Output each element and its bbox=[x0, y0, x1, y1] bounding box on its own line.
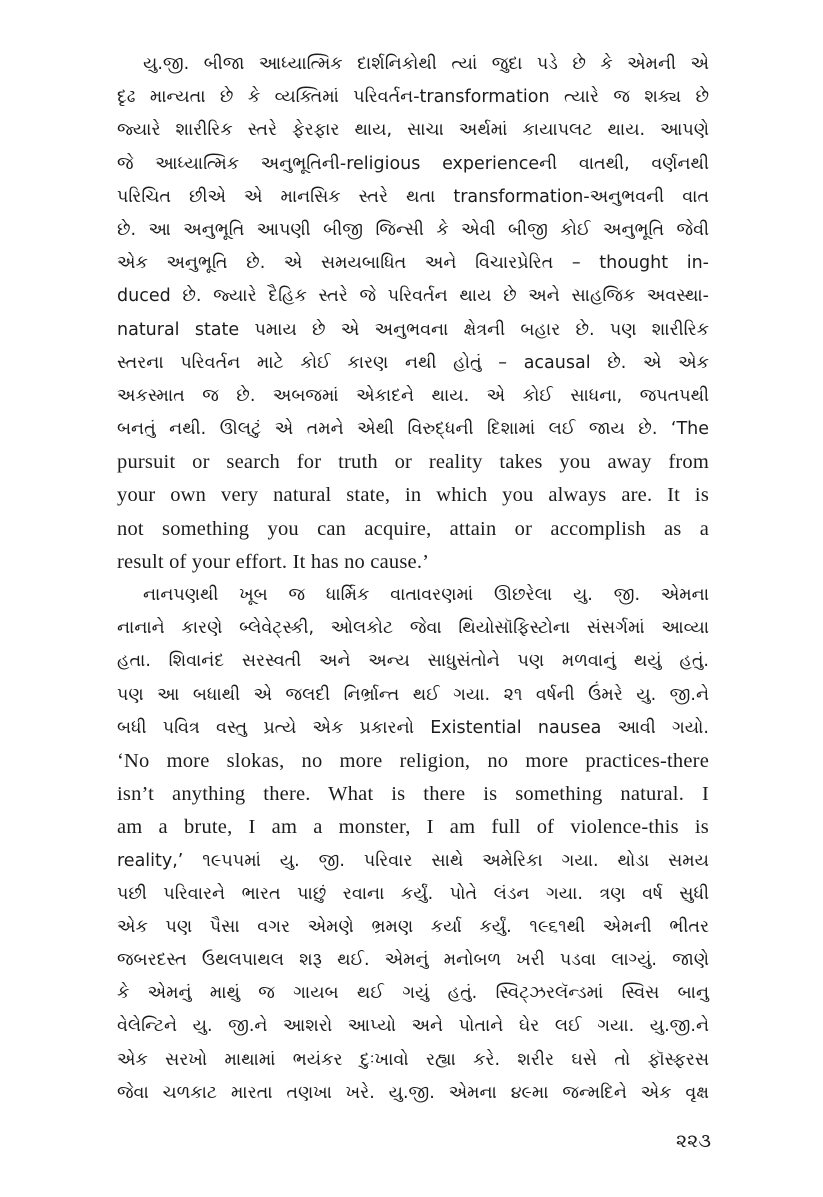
text-line: દૃઢ માન્યતા છે કે વ્યક્તિમાં પરિવર્તન-transformation ત્યારે જ શક્ય છે bbox=[117, 87, 709, 108]
text-line: pursuit or search for truth or reality takes you away from bbox=[117, 451, 709, 474]
text-line: નાનાને કારણે બ્લેવેટ્સ્કી, ઓલકોટ જેવા થિયોસૉફિસ્ટોના સંસર્ગમાં આવ્યા bbox=[117, 618, 709, 639]
text-line: જબરદસ્ત ઉથલપાથલ શરૂ થઈ. એમનું મનોબળ ખરી પડવા લાગ્યું. જાણે bbox=[117, 950, 709, 971]
text-line: reality,’ ૧૯૫૫માં યુ. જી. પરિવાર સાથે અમેરિકા ગયા. થોડા સમય bbox=[117, 850, 709, 871]
text-line: પરિચિત છીએ એ માનસિક સ્તરે થતા transformation-અનુભવની વાત bbox=[117, 186, 709, 207]
text-line: duced છે. જ્યારે દૈહિક સ્તરે જે પરિવર્તન થાય છે અને સાહજિક અવસ્થા- bbox=[117, 286, 709, 307]
paragraph-1 bbox=[117, 48, 709, 579]
text-line: ‘No more slokas, no more religion, no more practices-there bbox=[117, 749, 709, 772]
text-line: જે આધ્યાત્મિક અનુભૂતિની-religious experienceની વાતથી, વર્ણનથી bbox=[117, 153, 709, 174]
text-line: not something you can acquire, attain or accomplish as a bbox=[117, 517, 709, 540]
paragraph-2 bbox=[117, 579, 709, 1110]
text-line: વેલેન્ટિને યુ. જી.ને આશરો આપ્યો અને પોતાને ઘેર લઈ ગયા. યુ.જી.ને bbox=[117, 1016, 709, 1037]
text-line: એક સરખો માથામાં ભયંકર દુઃખાવો રહ્યા કરે. શરીર ઘસે તો ફૉસ્ફરસ bbox=[117, 1049, 709, 1070]
text-line: your own very natural state, in which you always are. It is bbox=[117, 484, 709, 507]
text-line: અકસ્માત જ છે. અબજમાં એકાદને થાય. એ કોઈ સાધના, જપતપથી bbox=[117, 385, 709, 406]
text-line: isn’t anything there. What is there is something natural. I bbox=[117, 783, 709, 806]
text-line: result of your effort. It has no cause.’ bbox=[117, 550, 430, 573]
text-line: કે એમનું માથું જ ગાયબ થઈ ગયું હતું. સ્વિટ્ઝરલૅન્ડમાં સ્વિસ બાનુ bbox=[117, 983, 709, 1004]
text-line: યુ.જી. બીજા આધ્યાત્મિક દાર્શનિકોથી ત્યાં જુદા પડે છે કે એમની એ bbox=[143, 54, 709, 74]
text-line: am a brute, I am a monster, I am full of violence-this is bbox=[117, 816, 709, 839]
text-line: બનતું નથી. ઊલટું એ તમને એથી વિરુદ્ધની દિશામાં લઈ જાય છે. ‘The bbox=[117, 419, 709, 440]
text-line: હતા. શિવાનંદ સરસ્વતી અને અન્ય સાધુસંતોને પણ મળવાનું થયું હતું. bbox=[117, 651, 709, 672]
text-line: એક પણ પૈસા વગર એમણે ભ્રમણ કર્યા કર્યું. ૧૯૬૧થી એમની ભીતર bbox=[117, 916, 709, 937]
text-line: છે. આ અનુભૂતિ આપણી બીજી જિન્સી કે એવી બીજી કોઈ અનુભૂતિ જેવી bbox=[117, 219, 709, 240]
page-number: ૨૨૩ bbox=[676, 1130, 711, 1152]
text-line: પણ આ બધાથી એ જલદી નિર્ભ્રાન્ત થઈ ગયા. ૨૧ વર્ષની ઉંમરે યુ. જી.ને bbox=[117, 684, 709, 705]
text-line: જ્યારે શારીરિક સ્તરે ફેરફાર થાય, સાચા અર્થમાં કાયાપલટ થાય. આપણે bbox=[117, 120, 709, 141]
text-line: બધી પવિત્ર વસ્તુ પ્રત્યે એક પ્રકારનો Existential nausea આવી ગયો. bbox=[117, 717, 709, 738]
text-line: નાનપણથી ખૂબ જ ધાર્મિક વાતાવરણમાં ઊછરેલા યુ. જી. એમના bbox=[143, 585, 709, 605]
text-line: જેવા ચળકાટ મારતા તણખા ખરે. યુ.જી. એમના ૪૯મા જન્મદિને એક વૃક્ષ bbox=[117, 1082, 709, 1103]
text-line: સ્તરના પરિવર્તન માટે કોઈ કારણ નથી હોતું – acausal છે. એ એક bbox=[117, 352, 709, 373]
body-text bbox=[117, 48, 709, 1110]
text-line: પછી પરિવારને ભારત પાછું રવાના કર્યું. પોતે લંડન ગયા. ત્રણ વર્ષ સુધી bbox=[117, 883, 709, 904]
text-line: એક અનુભૂતિ છે. એ સમયબાધિત અને વિચારપ્રેરિત – thought in- bbox=[117, 253, 709, 274]
text-line: natural state પમાય છે એ અનુભવના ક્ષેત્રની બહાર છે. પણ શારીરિક bbox=[117, 319, 709, 340]
